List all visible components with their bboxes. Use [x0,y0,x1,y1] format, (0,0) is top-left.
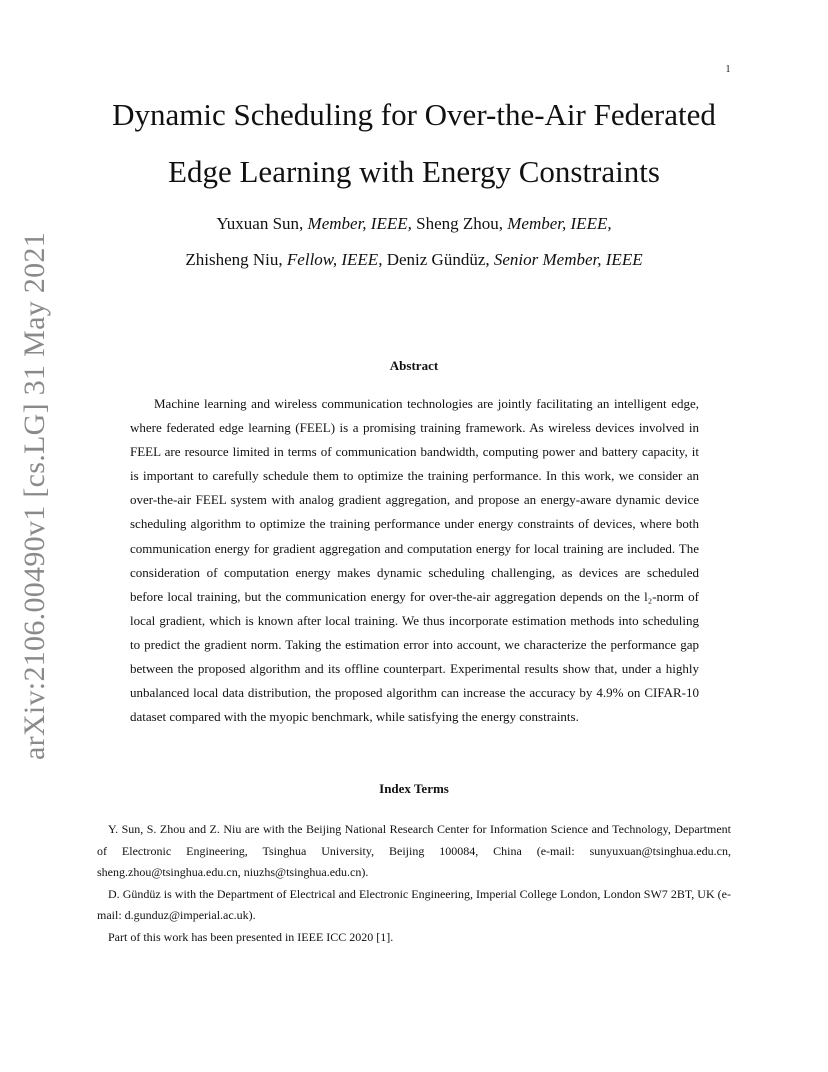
author-role: Fellow, IEEE, [286,250,383,269]
footnote-affiliation-tsinghua: Y. Sun, S. Zhou and Z. Niu are with the Beijing National Research Center for Information Science and Technology, Department of Electronic Engineering, Tsinghua University, Beijing 100084, China (e-mail: sunyuxuan@tsinghua.edu.cn, sheng.zhou@tsinghua.edu.cn, niuzhs@tsinghua.edu.cn). [97,822,731,879]
arxiv-identifier-stamp [18,232,58,760]
author-name: Zhisheng Niu, [185,250,283,269]
abstract-text: Machine learning and wireless communication technologies are jointly facilitating an intelligent edge, where federated edge learning (FEEL) is a promising training framework. As wireless devices involved in FEEL are resource limited in terms of communication bandwidth, computing power and battery capacity, it is important to carefully schedule them to optimize the training performance. In this work, we consider an over-the-air FEEL system with analog gradient aggregation, and propose an energy-aware dynamic device scheduling algorithm to optimize the training performance under energy constraints of devices, where both communication energy for gradient aggregation and computation energy for local training are included. The consideration of computation energy makes dynamic scheduling challenging, as devices are scheduled before local training, but the communication energy for over-the-air aggregation depends on the l₂-norm of local gradient, which is known after local training. We thus incorporate estimation methods into scheduling to predict the gradient norm. Taking the estimation error into account, we characterize the performance gap between the proposed algorithm and its offline counterpart. Experimental results show that, under a highly unbalanced local data distribution, the proposed algorithm can increase the accuracy by 4.9% on CIFAR-10 dataset compared with the myopic benchmark, while satisfying the energy constraints. [130,396,699,725]
author-role: Member, IEEE, [307,214,412,233]
index-terms-heading: Index Terms [379,781,449,796]
author-line-1 [80,206,748,242]
abstract-heading: Abstract [389,358,439,373]
author-role: Senior Member, IEEE [493,250,643,269]
author-name: Sheng Zhou, [416,214,504,233]
author-name: Deniz Gündüz, [386,250,490,269]
paper-title: Dynamic Scheduling for Over-the-Air Federated Edge Learning with Energy Constraints [112,97,716,189]
author-list [80,206,748,278]
author-role: Member, IEEE, [507,214,612,233]
arxiv-identifier-text: arXiv:2106.00490v1 [cs.LG] 31 May 2021 [18,232,51,760]
footnote-affiliation-imperial: D. Gündüz is with the Department of Electrical and Electronic Engineering, Imperial College London, London SW7 2BT, UK (e-mail: d.gunduz@imperial.ac.uk). [97,886,731,922]
author-line-2 [80,242,748,278]
footnotes [97,819,731,948]
footnote-prior-publication: Part of this work has been presented in IEEE ICC 2020 [1]. [108,929,394,944]
author-name: Yuxuan Sun, [216,214,304,233]
page-number: 1 [725,64,731,75]
